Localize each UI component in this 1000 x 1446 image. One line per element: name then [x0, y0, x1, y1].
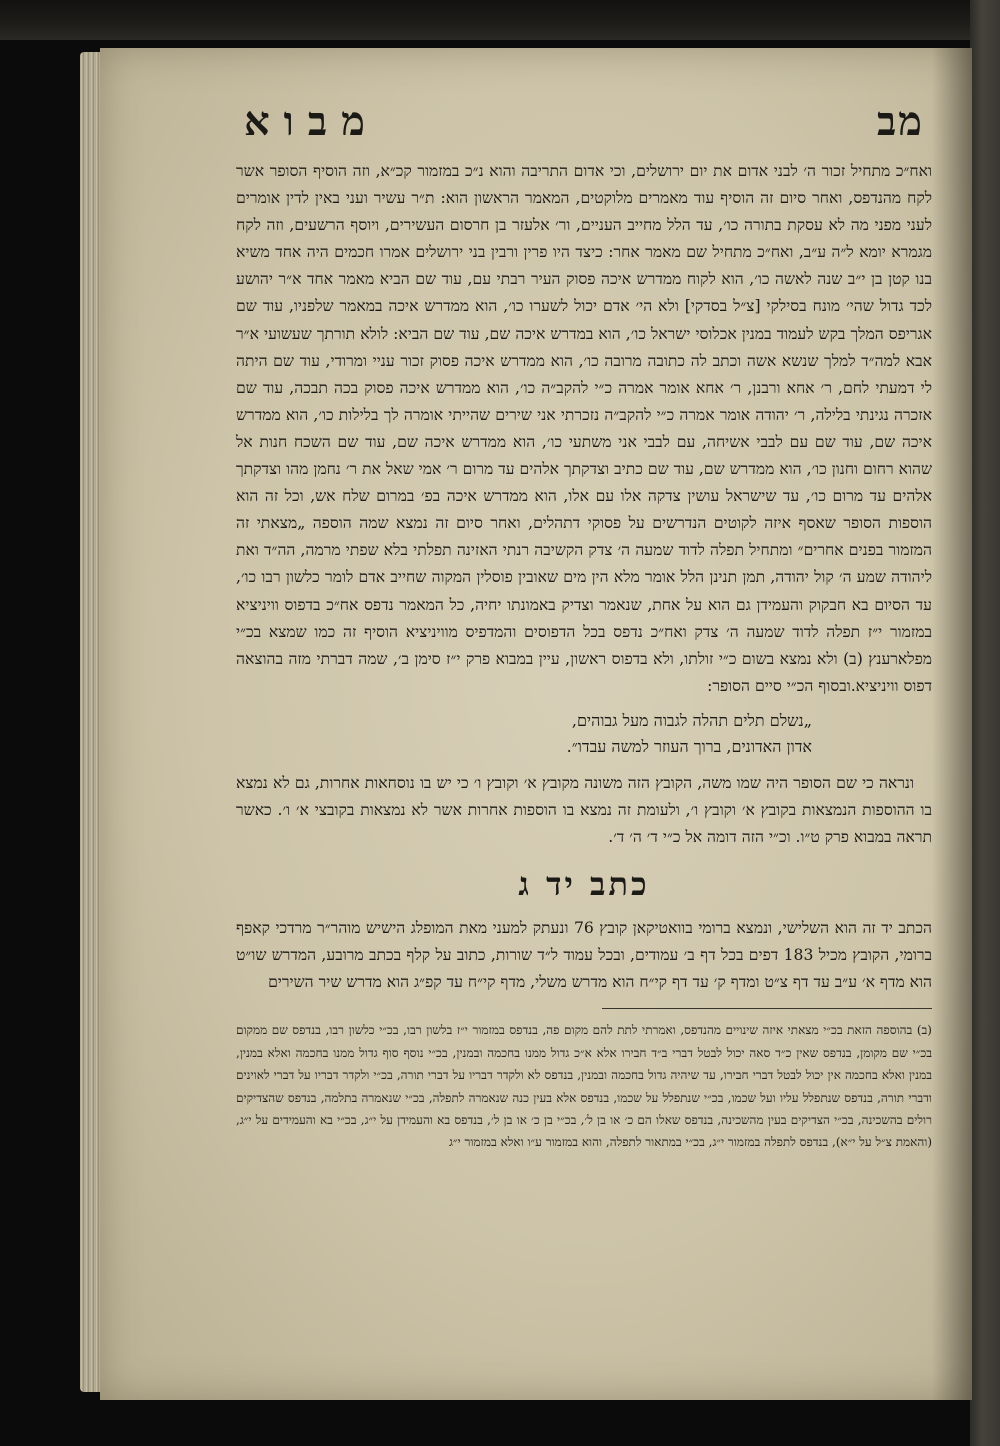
poem-line-2: אדון האדונים, ברוך העוזר למשה עבדו״.	[566, 736, 812, 756]
gutter-shadow	[932, 48, 972, 1400]
binding-top-edge	[0, 0, 1000, 40]
body-paragraph-3: הכתב יד זה הוא השלישי, ונמצא ברומי בוואטיקאן קובץ 76 ונעתק למעני מאת המופלג הישיש מוהר״ר מרדכי קאפף ברומי, הקובץ מכיל 183 דפים בכל דף ב׳ עמודים, ובכל עמוד ל״ד שורות, כתוב על קלף בכתב מרובע, המדרש שו״ט הוא מדף א׳ ע״ב עד דף צ״ט ומדף ק׳ עד דף קי״ח הוא מדרש משלי, מדף קי״ח עד קפ״ג הוא מדרש שיר השירים	[236, 919, 932, 992]
section-heading: כתב יד ג	[518, 865, 650, 904]
page-content	[236, 100, 932, 1154]
running-head	[244, 100, 924, 144]
poem-line-1: „נשלם תלים תהלה לגבוה מעל גבוהים,	[571, 710, 812, 730]
book-binding	[970, 0, 1000, 1446]
colophon-poem	[236, 708, 812, 760]
body-paragraph-2: ונראה כי שם הסופר היה שמו משה, הקובץ הזה משונה מקובץ א׳ וקובץ ו׳ כי יש בו נוסחאות אחרות, גם לא נמצא בו ההוספות הנמצאות בקובץ א׳ וקובץ ו׳, ולעומת זה נמצא בו הוספות אחרות אשר לא נמצאות בקובצי א׳ ו׳. כאשר תראה במבוא פרק ט״ו. וכ״י הזה דומה אל כ״י ד׳ ה׳ ד׳.	[236, 773, 932, 847]
page-number: מב	[877, 98, 924, 145]
footnote-rule	[602, 1008, 932, 1009]
footnote: (ב) בהוספה הזאת בכ״י מצאתי איזה שינויים מהנדפס, ואמרתי לתת להם מקום פה, בנדפס במזמור י״ז בלשון רבו, בכ״י כלשון רבו, בנדפס שם ממקום בכ״י שם מקומן, בנדפס שאין כ״ד סאה יכול לבטל דברי ב״ד חבירו אלא א״כ גדול ממנו בחכמה ובמנין, בכ״י נוסף סוף גדול ממנו בחכמה ואלא במנין, במנין ואלא בחכמה אין יכול לבטל דברי חבירו, עד שיהיה גדול בחכמה ובמנין, בנדפס לא ולקדר דבריו על דברי תורה, בכ״י ולקדר דבריו על דברי לאוינים ודברי תורה, בנדפס שנתפלל עליו ועל שכמו, בכ״י שנתפלל על שכמו, בנדפס אלא בעין כנה שנאמרה לתפלה, בכ״י שנאמרה בתלמה, בנדפס שהצדיקים רולים בהשכינה, בכ״י הצדיקים בעין מהשכינה, בנדפס שאלו הם כ׳ או בן ל׳, בכ״י בן כ׳ או בן ל׳, בנדפס בא והעמידן על י״ג, בכ״י בא והעמידים על י״ג, (והאמת צ״ל על י״א), בנדפס לתפלה במזמור י״ג, בכ״י במתאור לתפלה, והוא במזמור ע״ו ואלא במזמור י״ג	[236, 1023, 933, 1150]
running-title: מבוא	[244, 98, 379, 145]
body-paragraph-1: ואח״כ מתחיל זכור ה׳ לבני אדום את יום ירושלים, וכי אדום התריבה והוא נ״כ במזמור קכ״א, וזה הוסיף הסופר אשר לקח מהנדפס, ואחר סיום זה הוסיף עוד מאמרים מלוקטים, המאמר הראשון הוא: ת״ר עשיר ועני באין לדין אומרים לעני מפני מה לא עסקת בתורה כו׳, עד הלל מחייב העניים, ור׳ אלעזר בן חרסום העשירים, ויוסף הרשעים, וזה לקח מגמרא יומא ל״ה ע״ב, ואח״כ מתחיל שם מאמר אחר: כיצד היו פרין ורבין בני ירושלים אמרו חכמים היה אחד משיא בנו קטן בן י״ב שנה לאשה כו׳, הוא לקוח ממדרש איכה פסוק העיר רבתי עם, עוד שם הביא מאמר אחד א״ר יהושע לכד גדול שהי׳ מונח בסילקי [צ״ל בסדקי] ולא הי׳ אדם יכול לשערו כו׳, הוא ממדרש איכה במאמר שלפניו, עוד שם אגריפס המלך בקש לעמוד במנין אכלוסי ישראל כו׳, הוא במדרש איכה שם, עוד שם הביא: לולא תורתך שעשועי א״ר אבא למה״ד למלך שנשא אשה וכתב לה כתובה מרובה כו׳, הוא ממדרש איכה פסוק זכור עניי ומרודי, עוד שם היתה לי דמעתי לחם, ר׳ אחא ורבנן, ר׳ אחא אומר אמרה כ״י להקב״ה כו׳, הוא ממדרש איכה פסוק בכה תבכה, עוד שם אזכרה נגינתי בלילה, ר׳ יהודה אומר אמרה כ״י להקב״ה נזכרתי אני שירים שהייתי אומרה לך בלילות כו׳, הוא ממדרש איכה שם, עוד שם עם לבבי אשיחה, עם לבבי אני משתעי כו׳, הוא ממדרש איכה שם, עוד שם השכח חנות אל שהוא רחום וחנון כו׳, הוא ממדרש שם, עוד שם כתיב וצדקתך אלהים עד מרום ר׳ אמי שאל את ר׳ נחמן מהו וצדקתך אלהים עד מרום כו׳, עד שישראל עושין צדקה אלו עם אלו, הוא ממדרש איכה בפ׳ במרום שלח אש, וכל זה הוא הוספות הסופר שאסף איזה לקוטים הנדרשים על פסוקי דתהלים, ואחר סיום זה נמצא שמה הוספה „מצאתי זה המזמור בפנים אחרים״ ומתחיל תפלה לדוד שמעה ה׳ צדק הקשיבה רנתי האזינה תפלתי בלא שפתי מרמה, הה״ד ואת ליהודה שמע ה׳ קול יהודה, תמן תנינן הלל אומר מלא הין מים שאובין פוסלין המקוה שחייב אדם לומר כלשון רבו כו׳, עד הסיום בא חבקוק והעמידן גם הוא על אחת, שנאמר וצדיק באמונתו יחיה, כל המאמר נדפס אח״כ בדפוס וויניציא במזמור י״ז תפלה לדוד שמעה ה׳ צדק ואח״כ נדפס בכל הדפוסים והמדפיס מוויניציא הוסיף זה כמו שמצא בכ״י מפלארענץ (ב) ולא נמצא בשום כ״י זולתו, ולא בדפוס ראשון, עיין במבוא פרק י״ז סימן ב׳, שמה דברתי מזה בהוצאה דפוס וויניציא.ובסוף הכ״י סיים הסופר:	[236, 162, 932, 695]
